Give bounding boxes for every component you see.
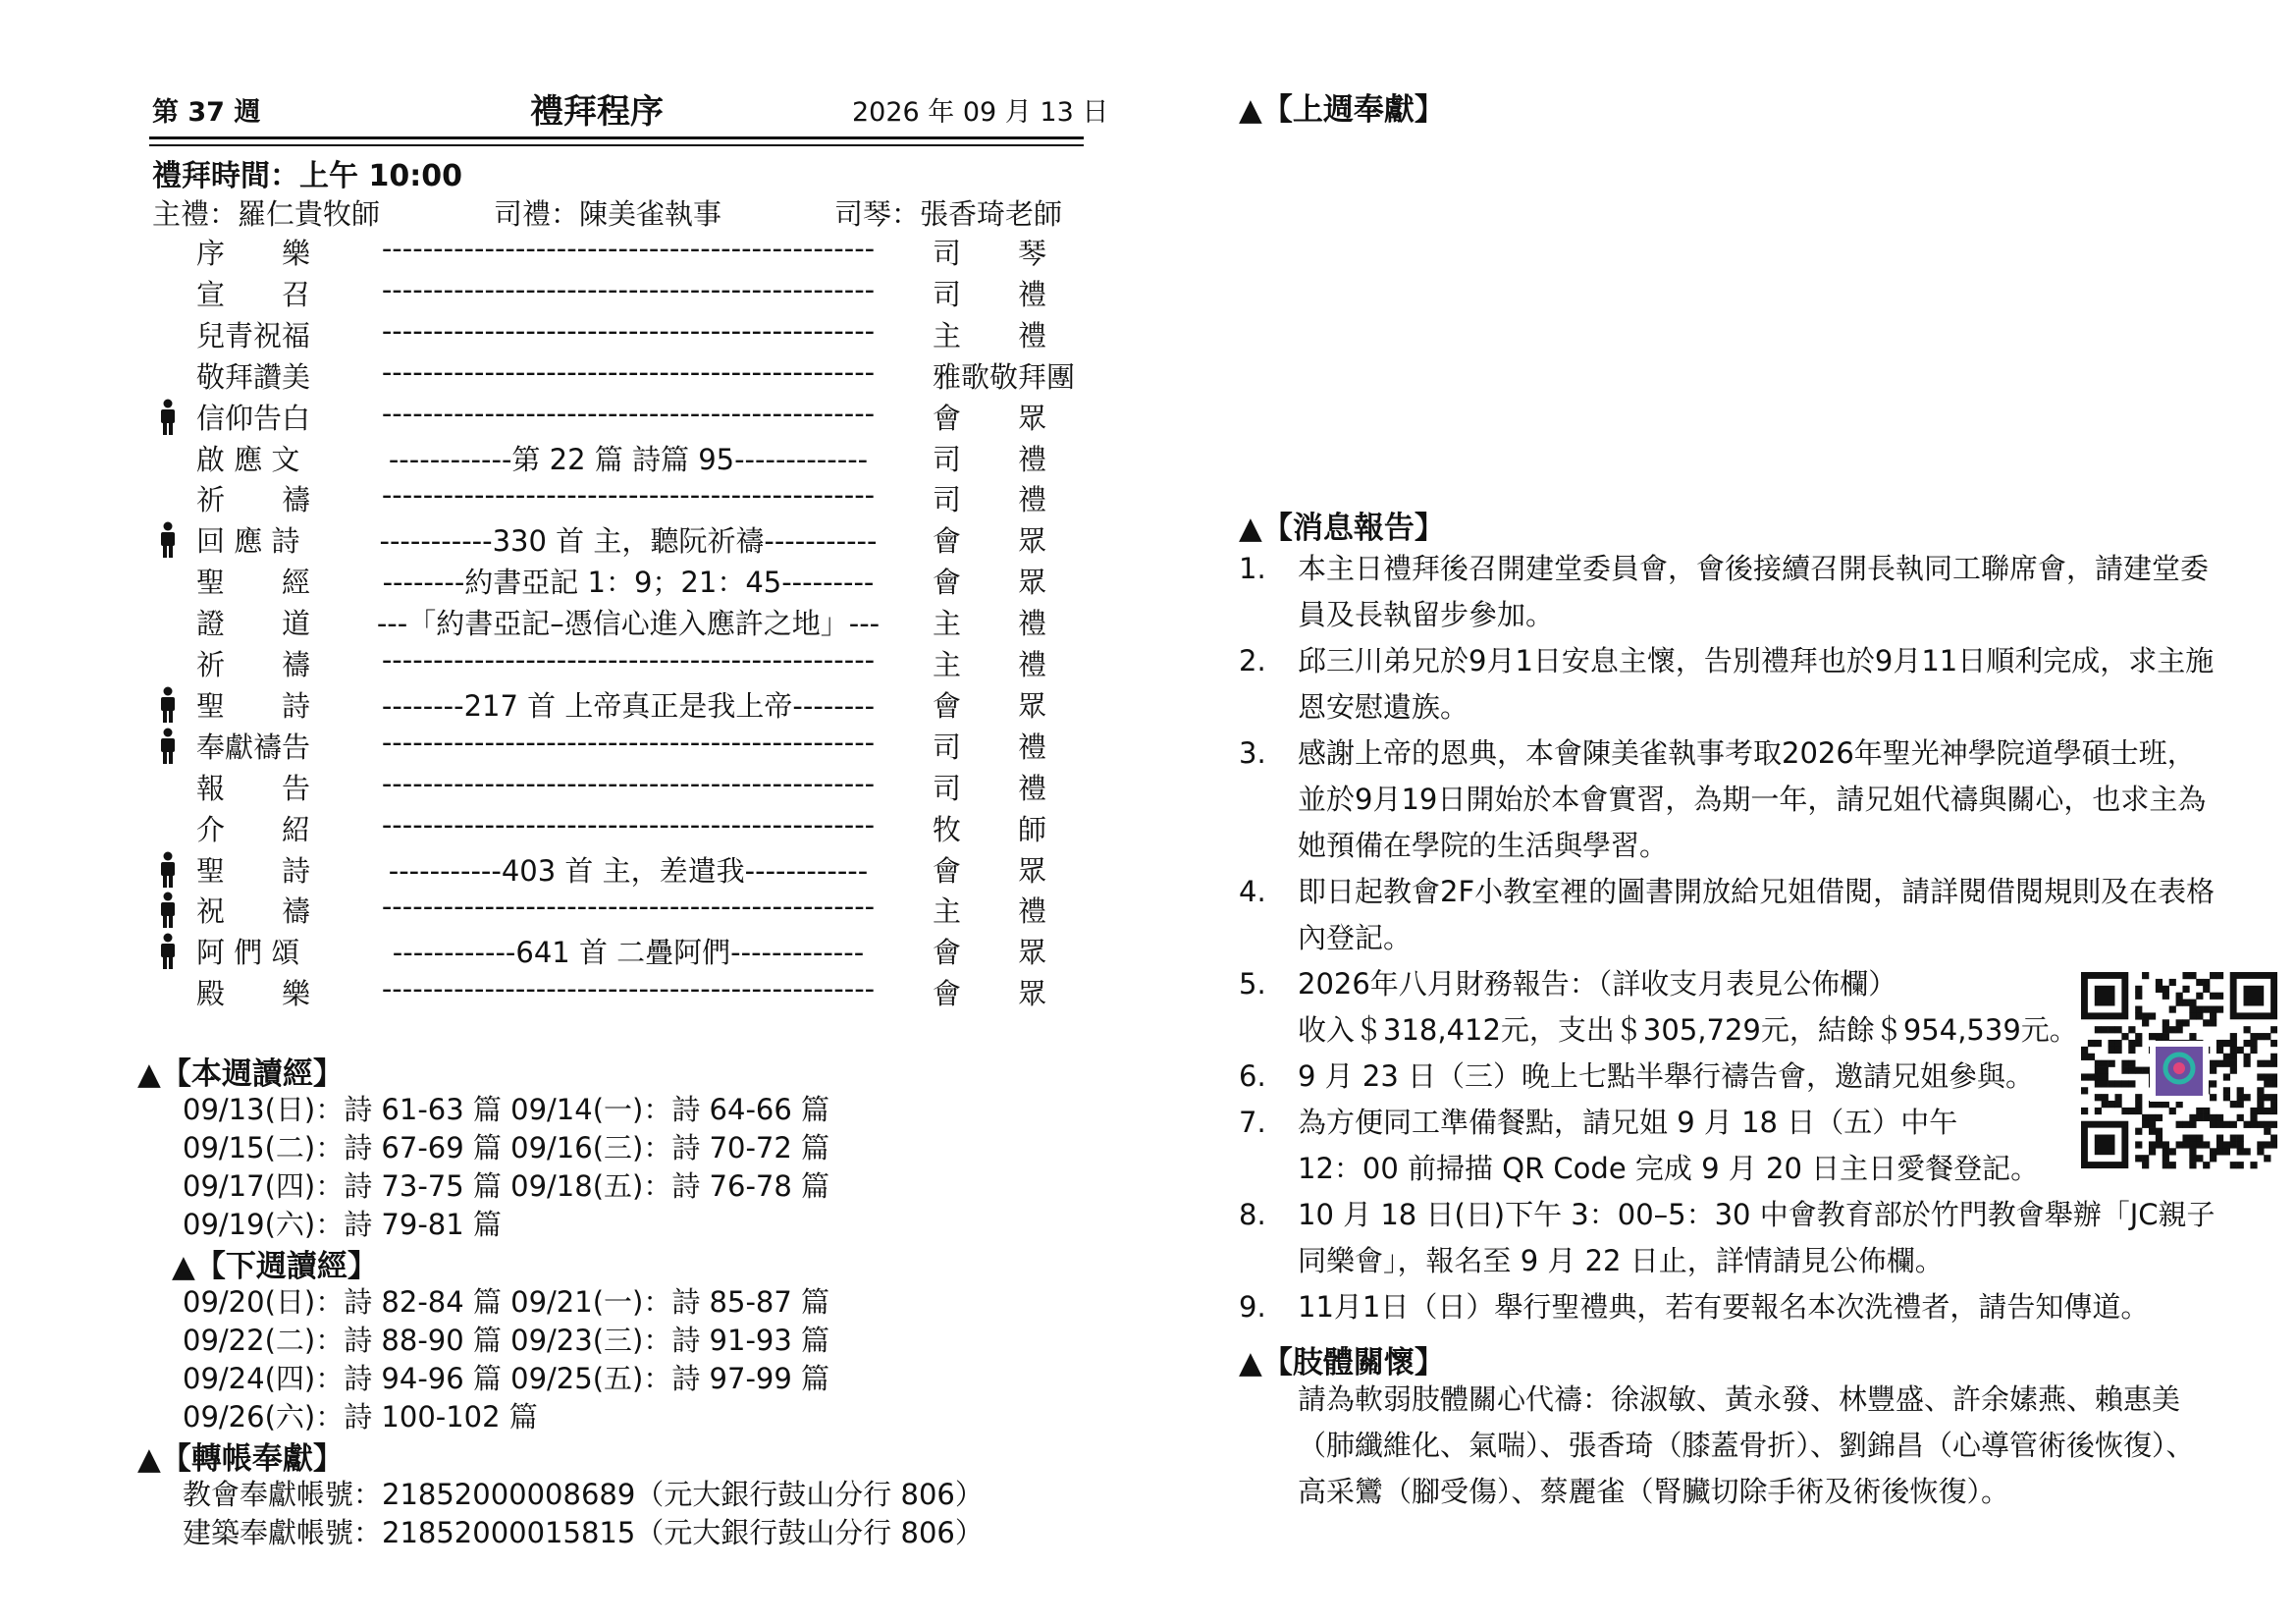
order-item-label: 聖 經 [196,566,311,600]
order-item-label: 宣 召 [196,277,311,311]
order-item-label: 祈 禱 [196,648,311,681]
order-item-person: 會 眾 [933,524,1047,559]
order-item-person: 會 眾 [933,977,1047,1011]
order-item-detail: ------------第 22 篇 詩篇 95------------- [388,442,869,476]
order-item-label: 證 道 [196,607,311,641]
order-item-detail: ------------------------------------------------ [381,313,876,348]
order-item-detail: ------------------------------------------------ [381,232,876,265]
standing-person-icon [157,892,179,929]
order-item-label: 啟 應 文 [196,442,300,476]
order-item-person: 雅歌敬拜團 [933,359,1076,394]
order-item-person: 司 禮 [933,442,1047,476]
order-item-label: 聖 詩 [196,853,311,888]
order-row [157,355,1090,397]
reading-line: 09/26(六)：詩 100-102 篇 [183,1400,538,1434]
care-text: 請為軟弱肢體關心代禱：徐淑敏、黃永發、林豐盛、許余嫊燕、賴惠美（肺纖維化、氣喘）、張香琦（膝蓋骨折）、劉錦昌（心導管術後恢復）、高采鸞（腳受傷）、蔡麗雀（腎臟切除手術及術後恢復）。 [1298,1382,2195,1508]
order-row [157,314,1090,355]
announcement-item [1239,546,2220,631]
order-row [157,849,1090,891]
order-item-detail: ------------------------------------------------ [381,643,876,677]
announcement-number: 2. [1239,644,1266,677]
order-item-detail: ---「約書亞記–憑信心進入應許之地」--- [376,607,881,641]
reading-line: 09/15(二)：詩 67-69 篇 09/16(三)：詩 70-72 篇 [183,1131,830,1164]
order-item-label: 介 紹 [196,812,311,846]
announcement-text: 9 月 23 日（三）晚上七點半舉行禱告會，邀請兄姐參與。 [1298,1059,2035,1093]
header-rule [149,136,1084,139]
standing-person-icon [157,399,179,436]
announcement-number: 8. [1239,1198,1266,1231]
reading-line: 09/19(六)：詩 79-81 篇 [183,1208,502,1241]
announcement-number: 5. [1239,967,1266,1001]
order-item-detail: ------------------------------------------------ [381,396,876,430]
order-item-label: 阿 們 頌 [196,936,300,970]
order-item-person: 主 禮 [933,648,1047,681]
transfer-account-building: 建築奉獻帳號：21852000015815（元大銀行鼓山分行 806） [183,1516,984,1549]
order-item-label: 回 應 詩 [196,524,300,559]
order-item-person: 主 禮 [933,607,1047,641]
announcement-number: 6. [1239,1059,1266,1093]
announcements-title: ▲【消息報告】 [1239,511,1445,546]
qr-code-icon[interactable] [2081,972,2277,1178]
qr-code-graphic [2081,972,2277,1178]
transfer-title: ▲【轉帳奉獻】 [137,1441,344,1477]
reading-this-week-title: ▲【本週讀經】 [137,1056,344,1092]
order-row [157,972,1090,1013]
last-offering-title: ▲【上週奉獻】 [1239,92,1445,128]
order-item-person: 會 眾 [933,853,1047,888]
care-title: ▲【肢體關懷】 [1239,1345,1445,1380]
service-date: 2026 年 09 月 13 日 [852,97,1109,128]
announcement-text: 收入＄318,412元，支出＄305,729元，結餘＄954,539元。 [1298,1013,2078,1047]
reading-line: 09/20(日)：詩 82-84 篇 09/21(一)：詩 85-87 篇 [183,1285,830,1319]
order-item-detail: ------------------------------------------------ [381,725,876,759]
order-item-label: 殿 樂 [196,977,311,1011]
order-row [157,478,1090,519]
announcement-text: 為方便同工準備餐點，請兄姐 9 月 18 日（五）中午 [1298,1106,1958,1139]
order-item-person: 司 禮 [933,771,1047,805]
standing-person-icon [157,933,179,970]
week-number: 第 37 週 [152,97,261,128]
standing-person-icon [157,686,179,724]
order-row [157,767,1090,808]
announcement-number: 4. [1239,875,1266,908]
order-item-label: 聖 詩 [196,688,311,723]
page-title: 禮拜程序 [530,92,664,132]
announcement-number: 9. [1239,1290,1266,1324]
announcement-text: 12：00 前掃描 QR Code 完成 9 月 20 日主日愛餐登記。 [1298,1152,2040,1185]
order-row [157,232,1090,273]
announcement-text: 邱三川弟兄於9月1日安息主懷，告別禮拜也於9月11日順利完成，求主施恩安慰遺族。 [1298,644,2215,724]
order-item-person: 司 禮 [933,277,1047,311]
order-item-detail: -----------403 首 主，差遣我------------ [388,853,869,888]
reading-next-week-title: ▲【下週讀經】 [172,1249,378,1284]
order-item-label: 信仰告白 [196,401,311,435]
order-item-label: 奉獻禱告 [196,730,311,764]
order-item-label: 兒青祝福 [196,318,311,352]
transfer-account-church: 教會奉獻帳號：21852000008689（元大銀行鼓山分行 806） [183,1478,984,1511]
order-item-detail: ------------------------------------------------ [381,972,876,1006]
order-item-label: 報 告 [196,771,311,805]
order-row [157,726,1090,767]
reading-line: 09/13(日)：詩 61-63 篇 09/14(一)：詩 64-66 篇 [183,1093,830,1126]
order-item-label: 敬拜讚美 [196,359,311,394]
order-row [157,890,1090,931]
order-item-label: 序 樂 [196,237,311,270]
order-item-detail: --------約書亞記 1：9；21：45--------- [382,566,875,600]
reading-line: 09/24(四)：詩 94-96 篇 09/25(五)：詩 97-99 篇 [183,1362,830,1395]
liturgist: 司禮：陳美雀執事 [494,197,722,231]
order-row [157,602,1090,643]
order-item-person: 主 禮 [933,894,1047,929]
order-item-detail: ------------------------------------------------ [381,890,876,924]
order-item-person: 會 眾 [933,688,1047,723]
order-item-person: 司 禮 [933,483,1047,517]
order-item-person: 司 琴 [933,237,1047,270]
reading-line: 09/17(四)：詩 73-75 篇 09/18(五)：詩 76-78 篇 [183,1169,830,1203]
order-item-detail: --------217 首 上帝真正是我上帝-------- [381,688,876,723]
order-row [157,397,1090,438]
order-item-person: 會 眾 [933,401,1047,435]
order-item-detail: ------------------------------------------------ [381,272,876,306]
organist: 司琴：張香琦老師 [834,197,1063,231]
announcement-text: 10 月 18 日(日)下午 3：00–5：30 中會教育部於竹門教會舉辦「JC親子同樂會」，報名至 9 月 22 日止，詳情請見公佈欄。 [1298,1198,2216,1277]
order-item-person: 司 禮 [933,730,1047,764]
order-row [157,931,1090,972]
order-item-label: 祈 禱 [196,483,311,517]
order-item-label: 祝 禱 [196,894,311,929]
order-item-person: 牧 師 [933,812,1047,846]
announcement-text: 即日起教會2F小教室裡的圖書開放給兄姐借閱，請詳閱借閱規則及在表格內登記。 [1298,875,2216,954]
order-item-detail: ------------------------------------------------ [381,766,876,800]
order-row [157,561,1090,602]
standing-person-icon [157,851,179,889]
order-item-detail: -----------330 首 主，聽阮祈禱----------- [379,524,878,559]
announcement-text: 2026年八月財務報告：（詳收支月表見公佈欄） [1298,967,1897,1001]
announcement-number: 7. [1239,1106,1266,1139]
order-item-person: 主 禮 [933,318,1047,352]
announcement-text: 本主日禮拜後召開建堂委員會，會後接續召開長執同工聯席會，請建堂委員及長執留步參加。 [1298,552,2210,631]
service-time: 禮拜時間：上午 10:00 [152,159,462,193]
order-item-detail: ------------------------------------------------ [381,354,876,389]
announcement-text: 感謝上帝的恩典，本會陳美雀執事考取2026年聖光神學院道學碩士班，並於9月19日開始於本會實習，為期一年，請兄姐代禱與關心，也求主為她預備在學院的生活與學習。 [1298,736,2207,862]
order-row [157,808,1090,849]
presider: 主禮：羅仁貴牧師 [152,197,381,231]
reading-line: 09/22(二)：詩 88-90 篇 09/23(三)：詩 91-93 篇 [183,1324,830,1357]
order-item-person: 會 眾 [933,566,1047,600]
announcement-number: 1. [1239,552,1266,585]
order-item-person: 會 眾 [933,936,1047,970]
order-item-detail: ------------------------------------------------ [381,478,876,513]
order-item-detail: ------------------------------------------------ [381,807,876,841]
order-row [157,684,1090,726]
order-row [157,438,1090,479]
header-rule-thin [149,144,1084,146]
standing-person-icon [157,521,179,559]
order-item-detail: ------------641 首 二疊阿們------------- [392,936,865,970]
announcement-number: 3. [1239,736,1266,770]
order-row [157,519,1090,561]
announcement-text: 11月1日（日）舉行聖禮典，若有要報名本次洗禮者，請告知傳道。 [1298,1290,2150,1324]
order-row [157,273,1090,314]
standing-person-icon [157,728,179,765]
order-row [157,643,1090,684]
